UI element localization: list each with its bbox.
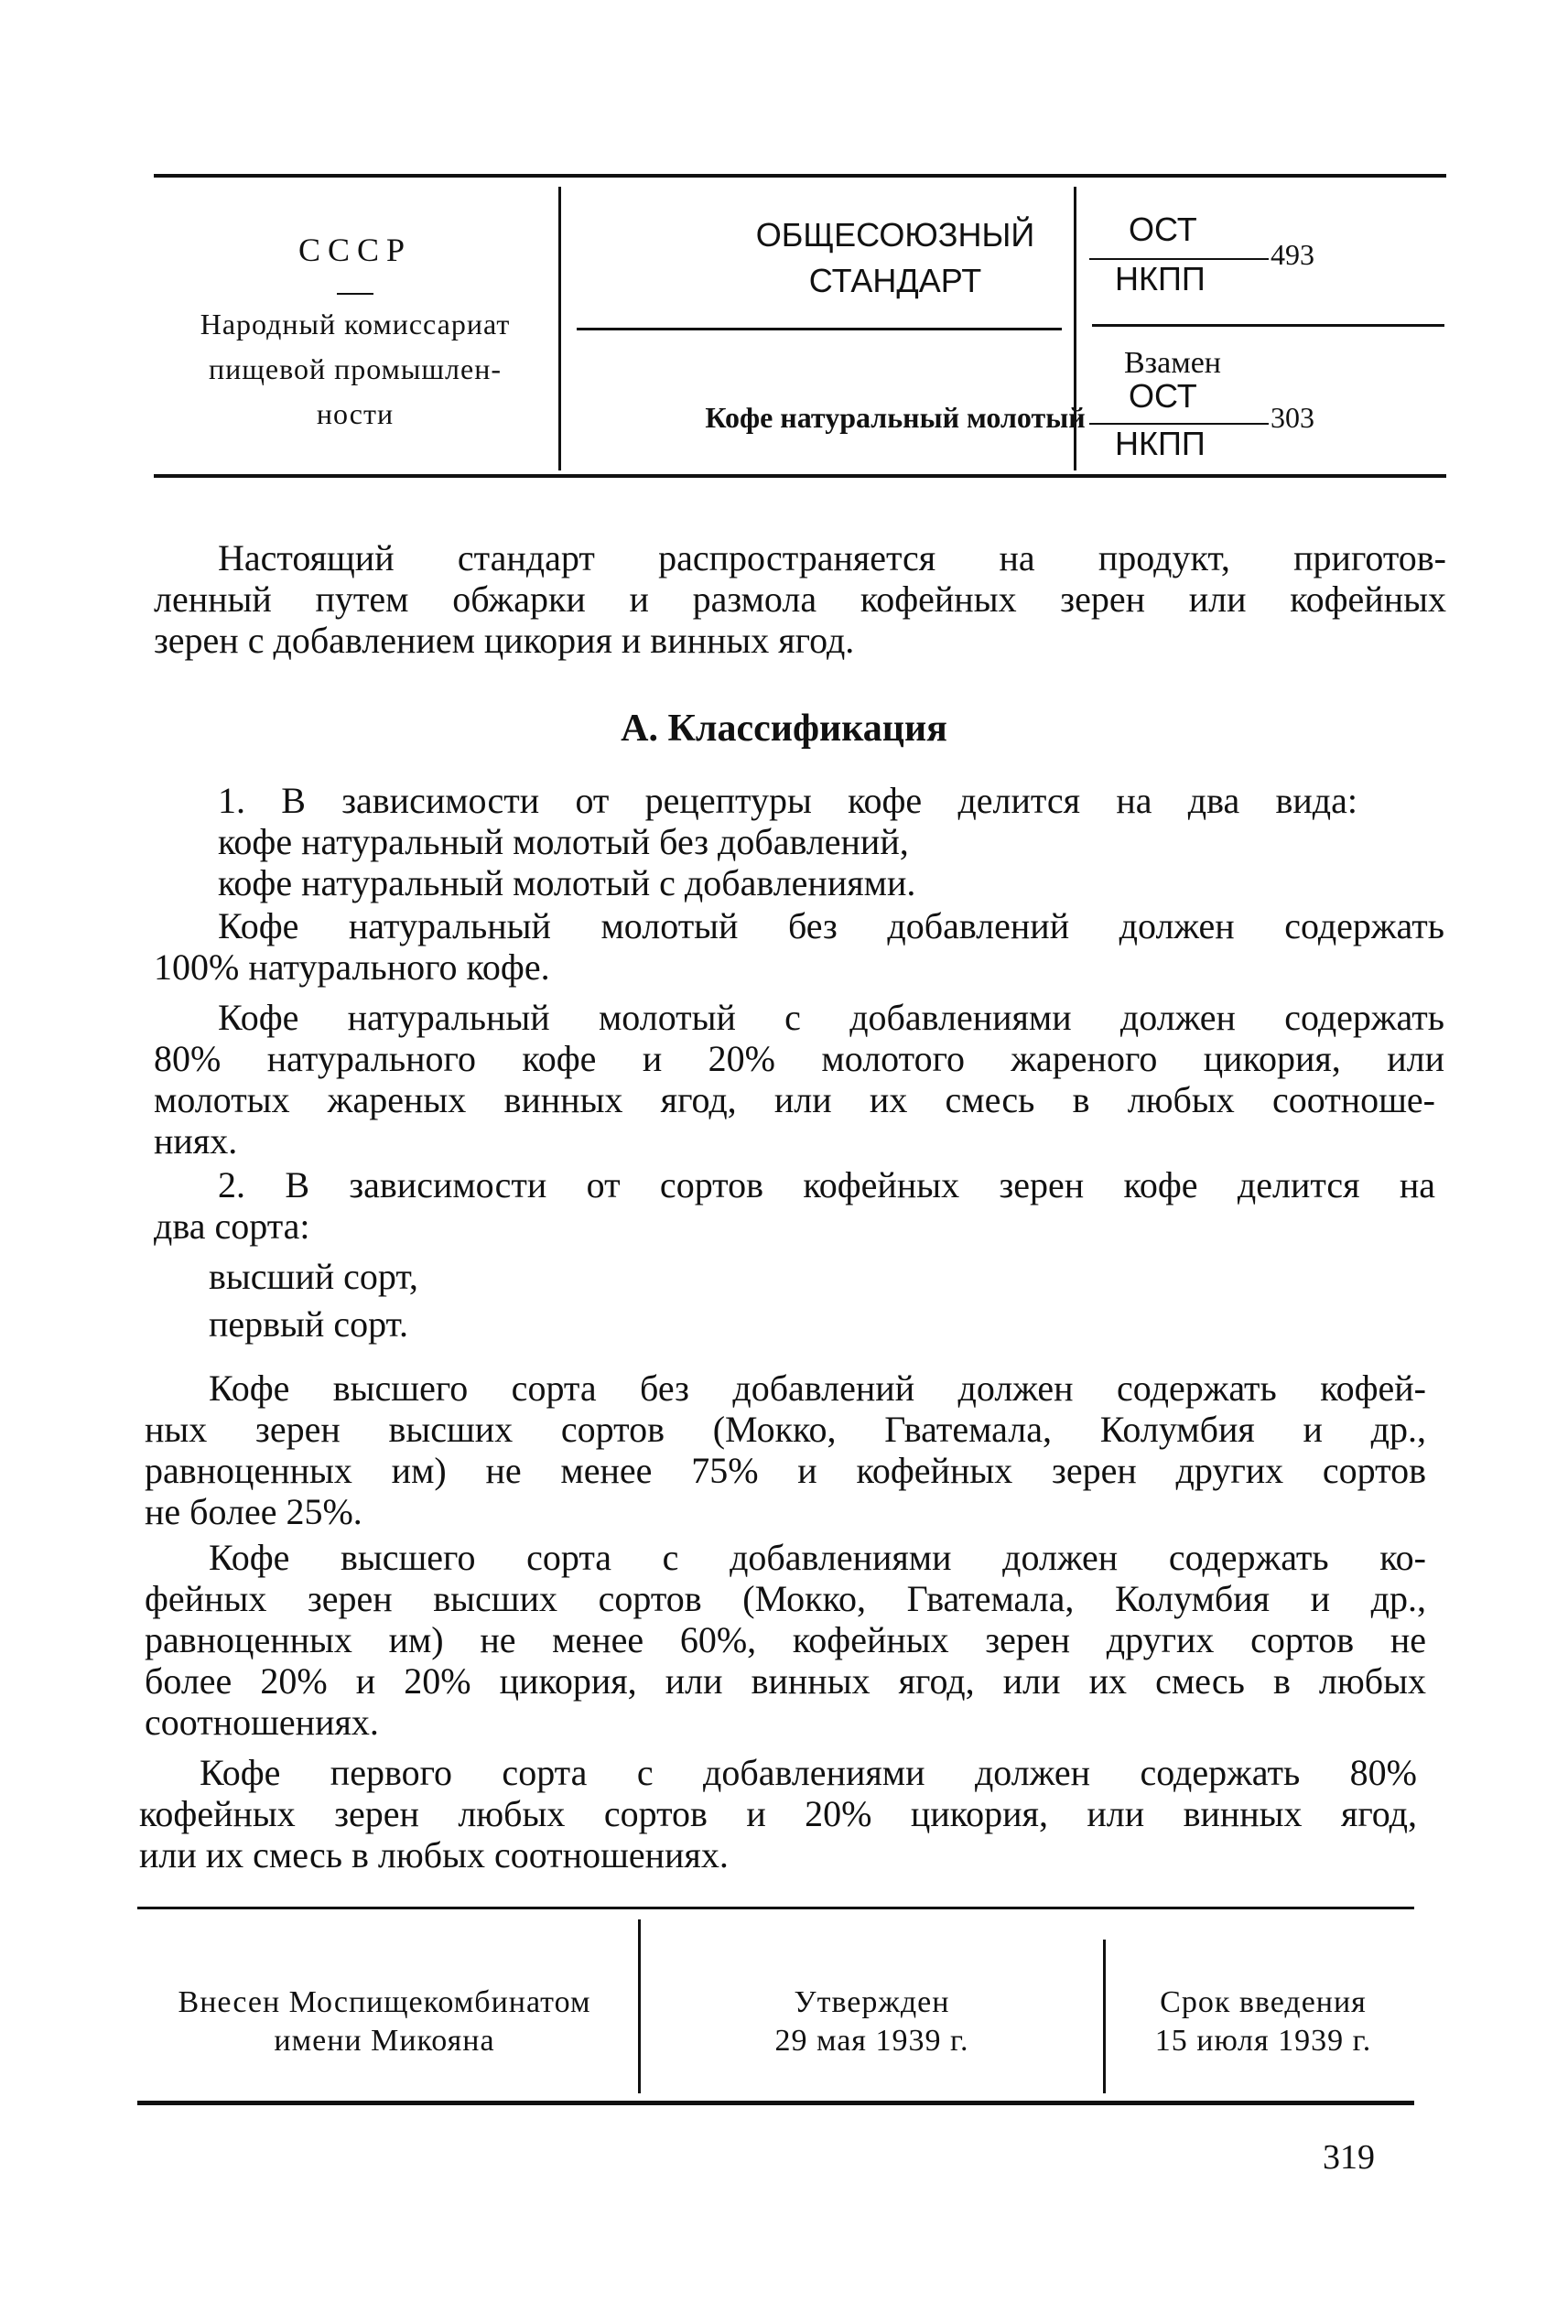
product-title: Кофе натуральный молотый [705, 401, 1086, 434]
paragraph-line: Кофе высшего сорта с добавлениями должен содержать ко- [209, 1537, 1426, 1578]
paragraph-line: 100% натурального кофе. [154, 946, 550, 988]
intro-line: Настоящий стандарт распространяется на продукт, приготов- [218, 537, 1446, 578]
paragraph-line: соотношениях. [145, 1702, 379, 1743]
paragraph-line: не более 25%. [145, 1491, 362, 1532]
replaces-nkpp-label: НКПП [1115, 425, 1206, 462]
paragraph-line: Кофе натуральный молотый с добавлениями должен содержать [218, 997, 1444, 1038]
country-dash [337, 293, 373, 295]
paragraph-line: молотых жареных винных ягод, или их смесь в любых соотноше- [154, 1079, 1435, 1120]
header-middle-rule [577, 328, 1062, 330]
effective-date: Срок введения 15 июля 1939 г. [1154, 1985, 1372, 2058]
nkpp-label: НКПП [1115, 260, 1206, 297]
paragraph-line: первый сорт. [209, 1303, 409, 1345]
paragraph-line: Кофе высшего сорта без добавлений должен содержать кофей- [209, 1367, 1426, 1409]
paragraph-line: ных зерен высших сортов (Мокко, Гватемала, Колумбия и др., [145, 1409, 1426, 1450]
footer-bottom-rule [137, 2101, 1414, 2105]
paragraph-line: более 20% и 20% цикория, или винных ягод, или их смесь в любых [145, 1660, 1426, 1702]
header-right-rule [1092, 324, 1444, 327]
paragraph-line: 2. В зависимости от сортов кофейных зерен кофе делится на [218, 1164, 1435, 1205]
paragraph-line: кофе натуральный молотый без добавлений, [218, 821, 909, 862]
footer-divider-left [638, 1919, 641, 2093]
footer-top-rule [137, 1907, 1414, 1909]
replaces-label: Взамен [1124, 346, 1222, 380]
header-divider-left [558, 187, 561, 470]
section-heading: А. Классификация [621, 708, 947, 750]
paragraph-line: равноценных им) не менее 60%, кофейных зерен других сортов не [145, 1619, 1426, 1660]
approved-date: Утвержден 29 мая 1939 г. [774, 1985, 969, 2058]
paragraph-line: кофе натуральный молотый с добавлениями. [218, 862, 916, 903]
paragraph-line: Кофе натуральный молотый без добавлений должен содержать [218, 905, 1444, 946]
ost-label: ОСТ [1129, 211, 1197, 248]
standard-header-table [154, 174, 1446, 489]
header-top-rule [154, 174, 1446, 178]
intro-line: зерен с добавлением цикория и винных ягод. [154, 620, 855, 661]
replaces-number: 303 [1271, 401, 1314, 434]
paragraph-line: равноценных им) не менее 75% и кофейных зерен других сортов [145, 1450, 1426, 1491]
paragraph-line: два сорта: [154, 1205, 310, 1247]
standard-type-label: ОБЩЕСОЮЗНЫЙ СТАНДАРТ [755, 216, 1035, 299]
header-bottom-rule [154, 474, 1446, 478]
footer-divider-right [1103, 1940, 1106, 2093]
paragraph-line: ниях. [154, 1120, 238, 1162]
ost-number: 493 [1271, 238, 1314, 271]
approval-footer-table [137, 1907, 1414, 2106]
intro-line: ленный путем обжарки и размола кофейных зерен или кофейных [154, 578, 1446, 620]
paragraph-line: 80% натурального кофе и 20% молотого жареного цикория, или [154, 1038, 1444, 1079]
paragraph-line: фейных зерен высших сортов (Мокко, Гватемала, Колумбия и др., [145, 1578, 1426, 1619]
paragraph-line: Кофе первого сорта с добавлениями должен содержать 80% [200, 1752, 1417, 1793]
page-number: 319 [1323, 2138, 1375, 2177]
paragraph-line: 1. В зависимости от рецептуры кофе делится на два вида: [218, 780, 1357, 821]
ministry-label: Народный комиссариат пищевой промышлен- ности [200, 308, 511, 430]
paragraph-line: кофейных зерен любых сортов и 20% цикория, или винных ягод, [139, 1793, 1417, 1834]
replaces-ost-label: ОСТ [1129, 377, 1197, 415]
paragraph-line: или их смесь в любых соотношениях. [139, 1834, 729, 1875]
submitted-by: Внесен Моспищекомбинатом имени Микояна [178, 1985, 591, 2058]
paragraph-line: высший сорт, [209, 1256, 418, 1297]
country-label: СССР [297, 232, 413, 268]
